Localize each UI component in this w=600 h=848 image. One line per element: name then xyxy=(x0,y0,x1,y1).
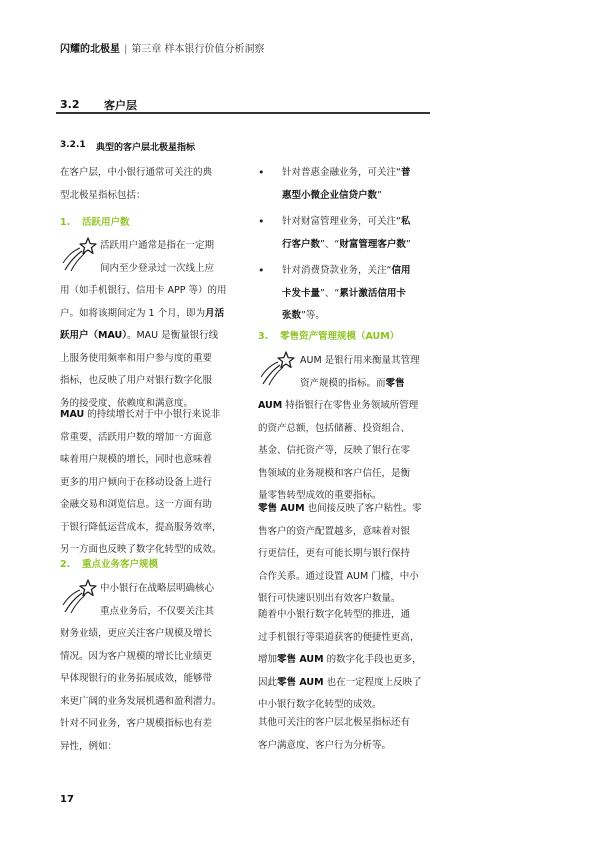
subsection-title: 典型的客户层北极星指标 xyxy=(96,143,196,153)
book-title: 闪耀的北极星 xyxy=(60,44,120,55)
active-users-paragraph: 活跃用户通常是指在一定期 间内至少登录过一次线上应 用（如手机银行、信用卡 APP 等）的用 户。如将该期间定为 1 个月，即为月活 跃用户（MAU）。MAU 是衡量银行线 上服务使用频率和用户参与度的重要 指标，也反映了用户对银行数字化服 务的接受度、依赖度和满意度。 xyxy=(60,240,227,409)
running-header xyxy=(60,40,265,55)
heading-key-business-customers: 2. 重点业务客户规模 xyxy=(60,559,159,570)
aum-definition-paragraph: AUM 是银行用来衡量其管理 资产规模的指标。而零售 AUM 特指银行在零售业务领域所管理 的资产总额，包括储蓄、投资组合、 基金、信托资产等，反映了银行在零 售领域的业务规模和客户信任，是衡 量零售转型成效的重要指标。 xyxy=(258,355,420,501)
header-separator: | xyxy=(124,44,128,55)
bullet-dot: • xyxy=(258,215,265,228)
list-item: • 针对普惠金融业务，可关注“普 惠型小微企业信贷户数” xyxy=(258,162,438,207)
intro-paragraph: 在客户层，中小银行通常可关注的典 型北极星指标包括： xyxy=(60,167,213,201)
customer-scale-paragraph: 中小银行在战略层明确核心 重点业务后，不仅要关注其 财务业绩，更应关注客户规模及增长 情况。因为客户规模的增长比业绩更 早体现银行的业务拓展成效，能够带 来更广阔的业务发展机遇和盈利潜力。 针对不同业务，客户规模指标也有差 异性，例如： xyxy=(60,583,222,752)
chapter-title: 第三章 样本银行价值分析洞察 xyxy=(131,44,265,55)
bullet-dot: • xyxy=(258,264,265,277)
left-column xyxy=(60,162,240,207)
heading-retail-aum: 3. 零售资产管理规模（AUM） xyxy=(258,331,400,342)
bullet-list xyxy=(258,162,438,328)
mau-growth-paragraph: MAU 的持续增长对于中小银行来说非 常重要，活跃用户数的增加一方面意 味着用户规模的增长，同时也意味着 更多的用户倾向于在移动设备上进行 金融交易和浏览信息。这一方面有助 于银行降低运营成本，提高服务效率， 另一方面也反映了数字化转型的成效。 xyxy=(60,409,222,555)
aum-stickiness-paragraph: 零售 AUM 也间接反映了客户粘性。零 售客户的资产配置越多，意味着对银 行更信任，更有可能长期与银行保持 合作关系。通过设置 AUM 门槛，中小 银行可快速识别出有效客户数量。 xyxy=(258,503,422,604)
section-number: 3.2 xyxy=(60,98,80,111)
section-rule xyxy=(56,112,430,114)
heading-active-users: 1. 活跃用户数 xyxy=(60,217,130,228)
section-title: 客户层 xyxy=(104,99,137,112)
list-item: • 针对财富管理业务，可关注“私 行客户数”、“财富管理客户数” xyxy=(258,211,438,256)
subsection-number: 3.2.1 xyxy=(60,140,86,150)
bullet-dot: • xyxy=(258,166,265,179)
list-item: • 针对消费贷款业务，关注“信用 卡发卡量”、“累计激活信用卡 张数”等。 xyxy=(258,260,438,328)
digital-transformation-paragraph: 随着中小银行数字化转型的推进，通 过手机银行等渠道获客的便捷性更高， 增加零售 AUM 的数字化手段也更多， 因此零售 AUM 也在一定程度上反映了 中小银行数字化转型的成效。 xyxy=(258,609,422,710)
other-indicators-paragraph: 其他可关注的客户层北极星指标还有 客户满意度、客户行为分析等。 xyxy=(258,717,411,751)
page-number: 17 xyxy=(60,794,74,805)
